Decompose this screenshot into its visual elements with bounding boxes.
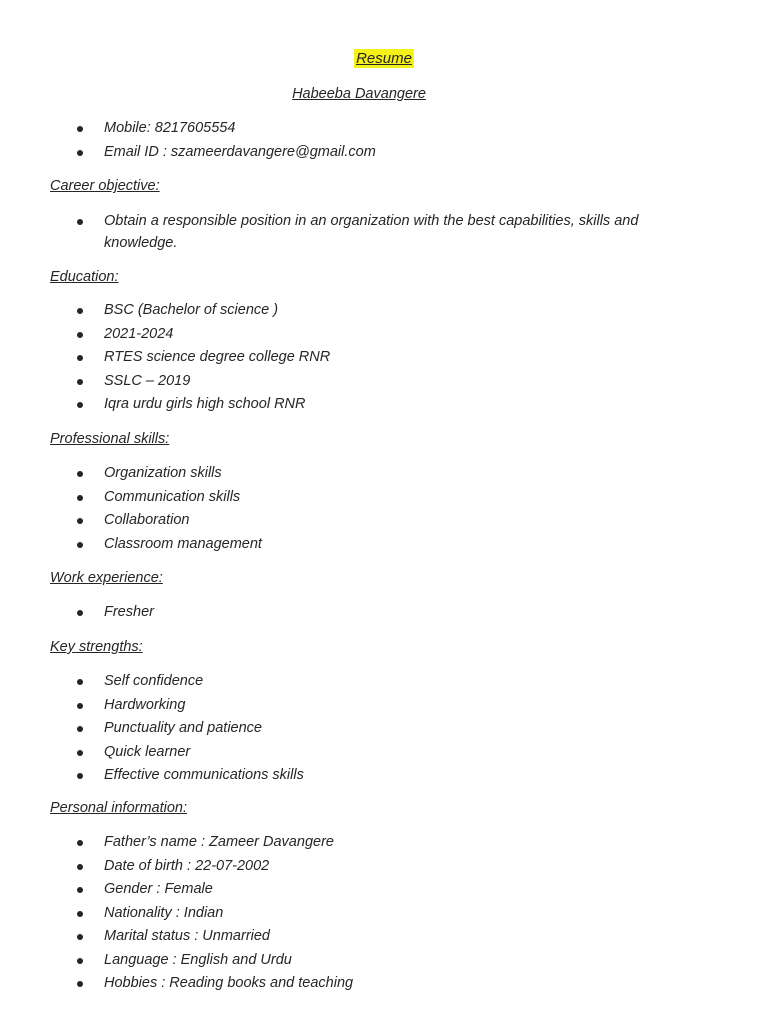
bullet-icon <box>77 542 83 548</box>
key-strengths-heading: Key strengths: <box>50 639 143 655</box>
work-experience-heading: Work experience: <box>50 570 163 586</box>
bullet-icon <box>77 840 83 846</box>
list-item <box>0 141 714 165</box>
bullet-icon <box>77 495 83 501</box>
list-item: Classroom management <box>0 533 714 557</box>
personal-information-list <box>0 831 714 996</box>
list-item: Self confidence <box>0 670 714 694</box>
bullet-icon <box>77 126 83 132</box>
list-item: SSLC – 2019 <box>0 370 714 394</box>
list-item: Effective communications skills <box>0 764 714 788</box>
list-item: Marital status : Unmarried <box>0 925 714 949</box>
bullet-icon <box>77 610 83 616</box>
bullet-icon <box>77 471 83 477</box>
bullet-icon <box>77 679 83 685</box>
list-item: Date of birth : 22-07-2002 <box>0 855 714 879</box>
career-objective-heading: Career objective: <box>50 178 160 194</box>
education-heading: Education: <box>50 269 119 285</box>
list-item: Father’s name : Zameer Davangere <box>0 831 714 855</box>
list-item: Collaboration <box>0 509 714 533</box>
list-item: Obtain a responsible position in an organization with the best capabilities, skills and knowledge. <box>0 210 714 254</box>
bullet-icon <box>77 750 83 756</box>
bullet-icon <box>77 981 83 987</box>
bullet-icon <box>77 703 83 709</box>
education-list <box>0 299 714 417</box>
bullet-icon <box>77 355 83 361</box>
list-item: Language : English and Urdu <box>0 949 714 973</box>
list-item: Quick learner <box>0 741 714 765</box>
list-item: Hardworking <box>0 694 714 718</box>
career-objective-list <box>0 210 714 254</box>
list-item: RTES science degree college RNR <box>0 346 714 370</box>
resume-title: Resume <box>356 50 412 67</box>
bullet-icon <box>77 911 83 917</box>
bullet-icon <box>77 864 83 870</box>
professional-skills-heading: Professional skills: <box>50 431 170 447</box>
bullet-icon <box>77 887 83 893</box>
bullet-icon <box>77 934 83 940</box>
contact-mobile: Mobile: 8217605554 <box>104 120 236 136</box>
key-strengths-list <box>0 670 714 788</box>
personal-information-heading: Personal information: <box>50 800 188 816</box>
list-item: Gender : Female <box>0 878 714 902</box>
bullet-icon <box>77 219 83 225</box>
list-item: 2021-2024 <box>0 323 714 347</box>
list-item: BSC (Bachelor of science ) <box>0 299 714 323</box>
work-experience-list <box>0 601 714 625</box>
list-item: Organization skills <box>0 462 714 486</box>
bullet-icon <box>77 332 83 338</box>
bullet-icon <box>77 379 83 385</box>
bullet-icon <box>77 958 83 964</box>
list-item: Iqra urdu girls high school RNR <box>0 393 714 417</box>
list-item: Hobbies : Reading books and teaching <box>0 972 714 996</box>
bullet-icon <box>77 308 83 314</box>
bullet-icon <box>77 518 83 524</box>
contact-list <box>0 117 714 164</box>
list-item: Nationality : Indian <box>0 902 714 926</box>
list-item <box>0 117 714 141</box>
bullet-icon <box>77 402 83 408</box>
list-item: Punctuality and patience <box>0 717 714 741</box>
bullet-icon <box>77 150 83 156</box>
bullet-icon <box>77 773 83 779</box>
bullet-icon <box>77 726 83 732</box>
candidate-name: Habeeba Davangere <box>292 86 426 102</box>
professional-skills-list <box>0 462 714 556</box>
list-item: Fresher <box>0 601 714 625</box>
list-item: Communication skills <box>0 486 714 510</box>
contact-email: Email ID : szameerdavangere@gmail.com <box>104 143 376 160</box>
